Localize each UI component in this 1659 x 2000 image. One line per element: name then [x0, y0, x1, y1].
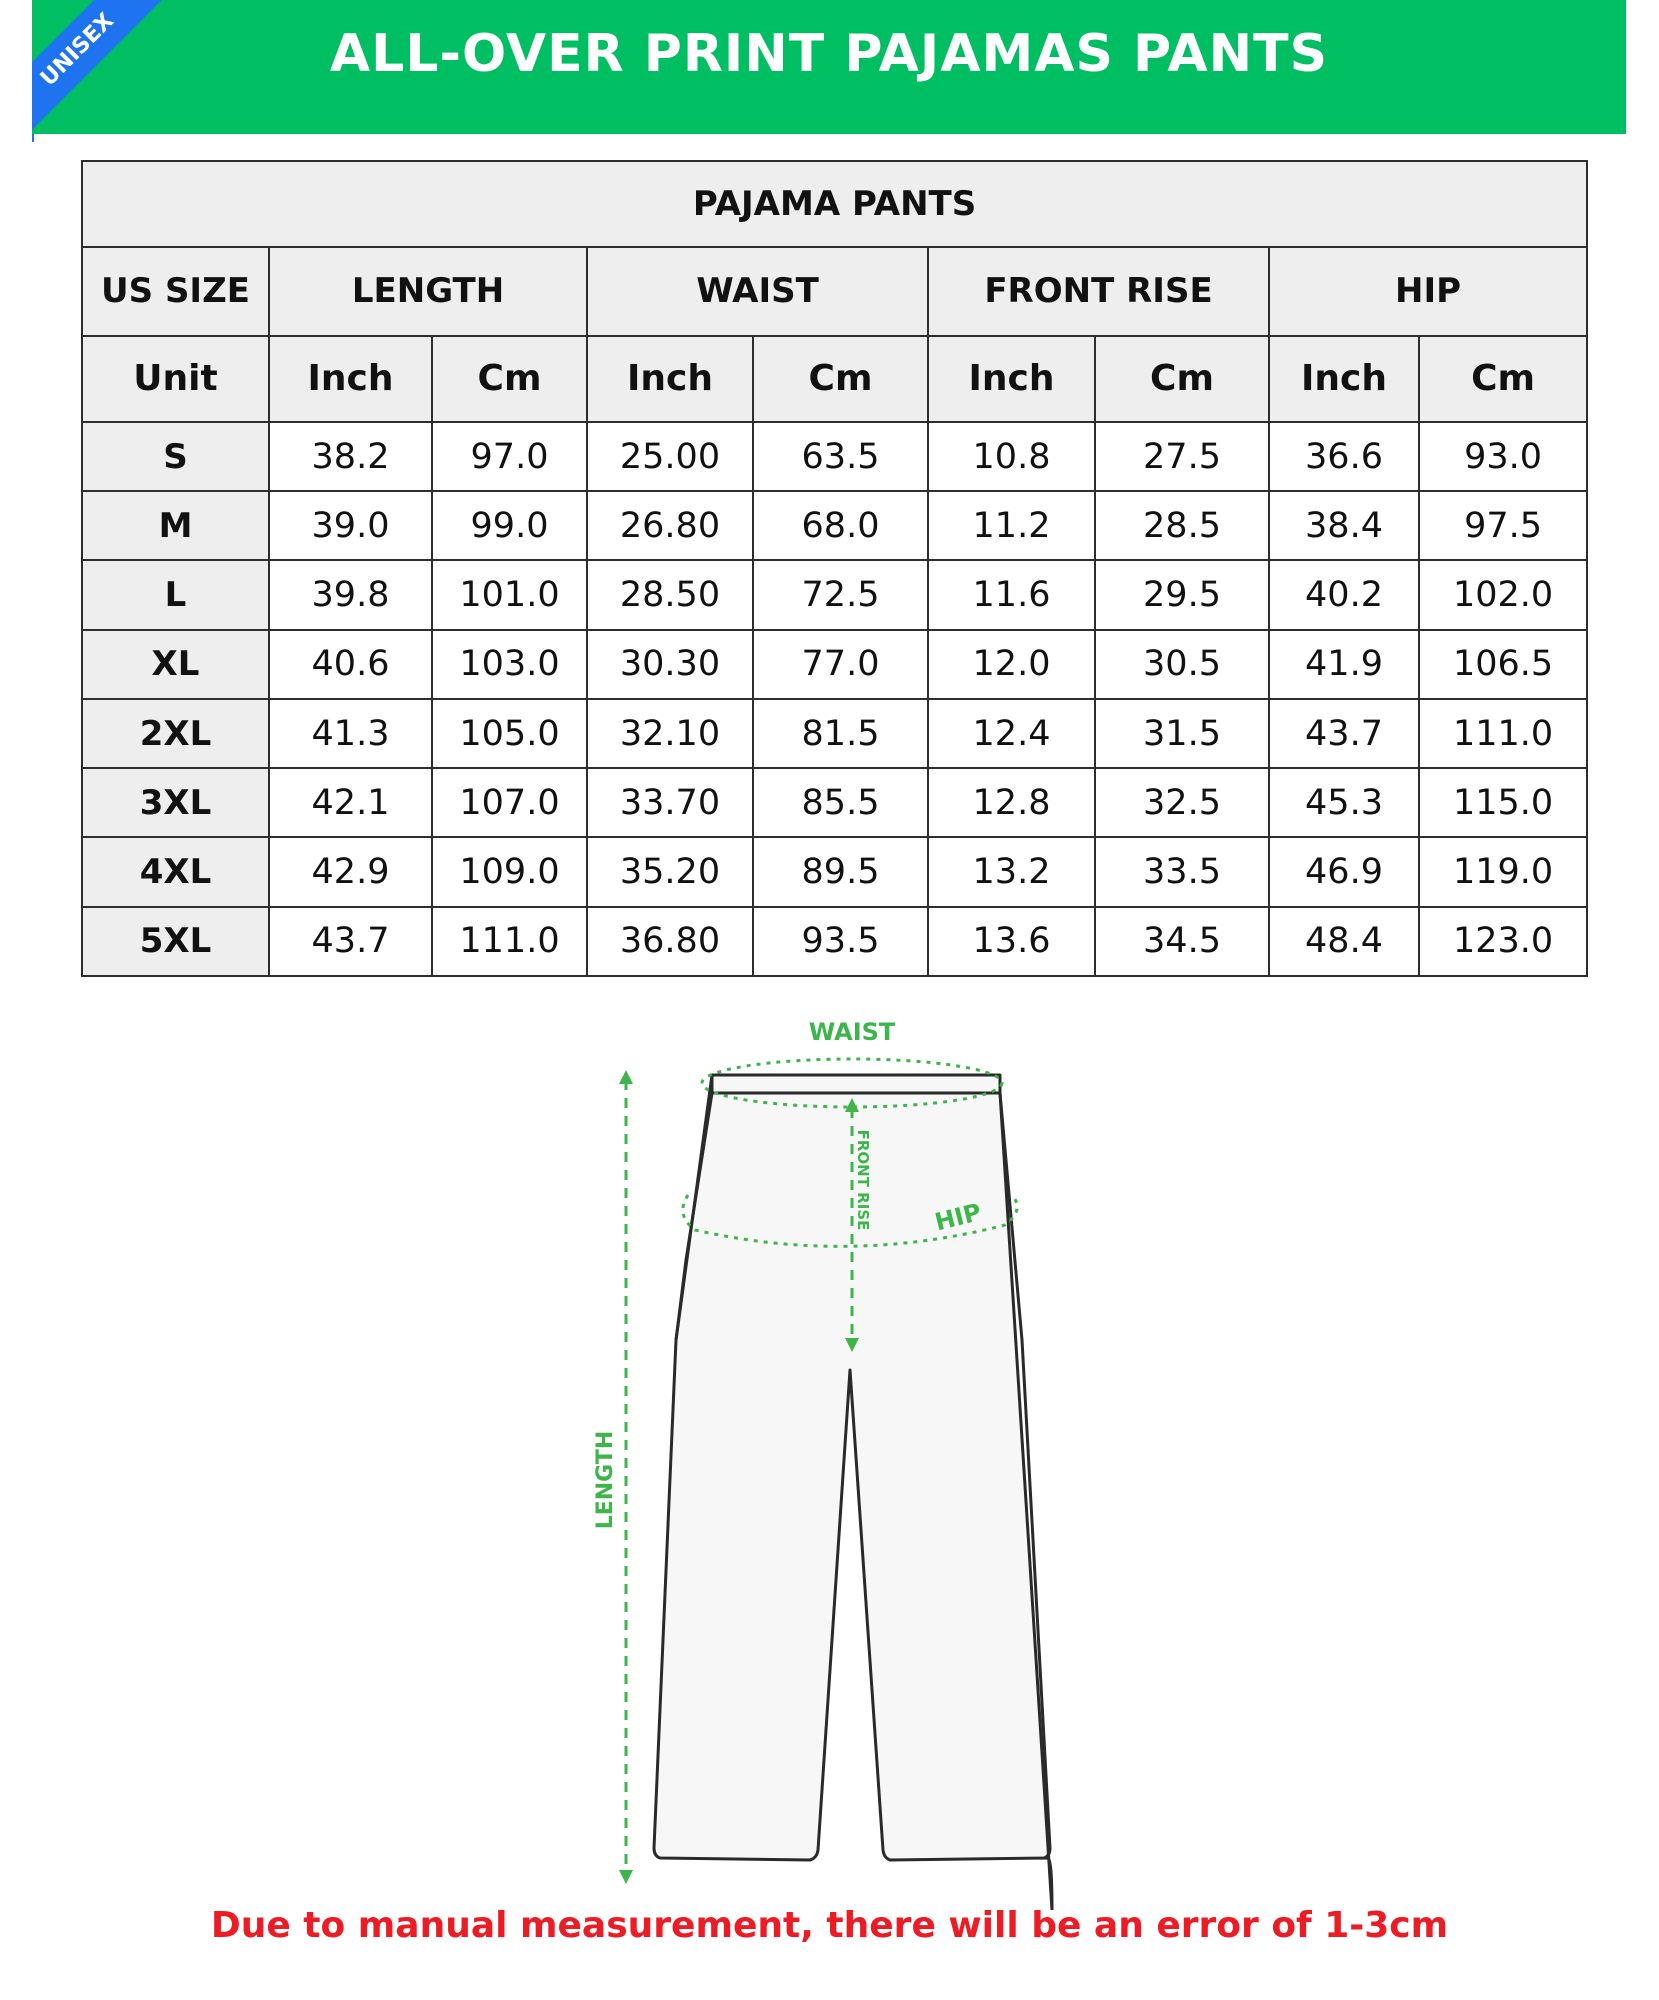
table-row [82, 491, 1587, 560]
size-cell: 3XL [82, 768, 269, 837]
unit-label: Unit [82, 336, 269, 422]
value-cell: 68.0 [753, 491, 928, 560]
value-cell: 32.5 [1095, 768, 1269, 837]
value-cell: 63.5 [753, 422, 928, 491]
value-cell: 29.5 [1095, 560, 1269, 629]
value-cell: 28.5 [1095, 491, 1269, 560]
value-cell: 111.0 [1419, 699, 1587, 768]
unit-cell: Cm [1419, 336, 1587, 422]
value-cell: 89.5 [753, 837, 928, 906]
unit-cell: Inch [269, 336, 432, 422]
header-length: LENGTH [269, 247, 587, 335]
value-cell: 103.0 [432, 630, 587, 699]
size-cell: S [82, 422, 269, 491]
table-header-row [82, 247, 1587, 335]
value-cell: 43.7 [1269, 699, 1419, 768]
size-cell: L [82, 560, 269, 629]
value-cell: 101.0 [432, 560, 587, 629]
value-cell: 11.2 [928, 491, 1095, 560]
unit-cell: Cm [753, 336, 928, 422]
value-cell: 39.0 [269, 491, 432, 560]
length-arrow-down-icon [619, 1870, 633, 1884]
unit-cell: Inch [587, 336, 753, 422]
table-row [82, 837, 1587, 906]
value-cell: 111.0 [432, 907, 587, 976]
header-hip: HIP [1269, 247, 1587, 335]
value-cell: 106.5 [1419, 630, 1587, 699]
header-banner [32, 0, 1626, 134]
value-cell: 43.7 [269, 907, 432, 976]
value-cell: 42.9 [269, 837, 432, 906]
value-cell: 85.5 [753, 768, 928, 837]
table-row [82, 422, 1587, 491]
length-label: LENGTH [593, 1430, 618, 1530]
value-cell: 25.00 [587, 422, 753, 491]
size-cell: 2XL [82, 699, 269, 768]
value-cell: 123.0 [1419, 907, 1587, 976]
value-cell: 36.80 [587, 907, 753, 976]
value-cell: 72.5 [753, 560, 928, 629]
value-cell: 40.6 [269, 630, 432, 699]
value-cell: 31.5 [1095, 699, 1269, 768]
value-cell: 39.8 [269, 560, 432, 629]
table-row [82, 699, 1587, 768]
value-cell: 36.6 [1269, 422, 1419, 491]
unit-cell: Cm [1095, 336, 1269, 422]
table-title: PAJAMA PANTS [82, 161, 1587, 247]
measurement-note: Due to manual measurement, there will be an error of 1-3cm [210, 1905, 1449, 1946]
value-cell: 35.20 [587, 837, 753, 906]
value-cell: 30.30 [587, 630, 753, 699]
header-us-size: US SIZE [82, 247, 269, 335]
value-cell: 28.50 [587, 560, 753, 629]
hip-label: HIP [932, 1198, 985, 1237]
value-cell: 27.5 [1095, 422, 1269, 491]
value-cell: 45.3 [1269, 768, 1419, 837]
value-cell: 13.2 [928, 837, 1095, 906]
value-cell: 40.2 [1269, 560, 1419, 629]
value-cell: 10.8 [928, 422, 1095, 491]
value-cell: 13.6 [928, 907, 1095, 976]
waist-label: WAIST [808, 1018, 896, 1046]
value-cell: 93.5 [753, 907, 928, 976]
value-cell: 11.6 [928, 560, 1095, 629]
value-cell: 81.5 [753, 699, 928, 768]
value-cell: 115.0 [1419, 768, 1587, 837]
size-cell: M [82, 491, 269, 560]
value-cell: 46.9 [1269, 837, 1419, 906]
value-cell: 38.2 [269, 422, 432, 491]
value-cell: 93.0 [1419, 422, 1587, 491]
value-cell: 30.5 [1095, 630, 1269, 699]
value-cell: 12.8 [928, 768, 1095, 837]
value-cell: 33.5 [1095, 837, 1269, 906]
header-front-rise: FRONT RISE [928, 247, 1269, 335]
front-rise-label: FRONT RISE [854, 1129, 872, 1231]
unit-cell: Cm [432, 336, 587, 422]
value-cell: 97.5 [1419, 491, 1587, 560]
value-cell: 107.0 [432, 768, 587, 837]
value-cell: 42.1 [269, 768, 432, 837]
table-body [82, 422, 1587, 976]
value-cell: 99.0 [432, 491, 587, 560]
value-cell: 38.4 [1269, 491, 1419, 560]
size-chart-table [81, 160, 1588, 977]
value-cell: 33.70 [587, 768, 753, 837]
page-title: ALL-OVER PRINT PAJAMAS PANTS [329, 24, 1329, 84]
value-cell: 26.80 [587, 491, 753, 560]
table-row [82, 768, 1587, 837]
value-cell: 102.0 [1419, 560, 1587, 629]
table-unit-row [82, 336, 1587, 422]
pants-diagram [0, 990, 1659, 1910]
table-row [82, 560, 1587, 629]
value-cell: 34.5 [1095, 907, 1269, 976]
size-cell: XL [82, 630, 269, 699]
unisex-label: UNISEX [35, 8, 119, 92]
value-cell: 109.0 [432, 837, 587, 906]
table-row [82, 907, 1587, 976]
value-cell: 48.4 [1269, 907, 1419, 976]
value-cell: 119.0 [1419, 837, 1587, 906]
header-waist: WAIST [587, 247, 928, 335]
value-cell: 41.3 [269, 699, 432, 768]
value-cell: 41.9 [1269, 630, 1419, 699]
size-cell: 5XL [82, 907, 269, 976]
banner-edge [32, 134, 34, 142]
value-cell: 12.4 [928, 699, 1095, 768]
table-row [82, 630, 1587, 699]
size-cell: 4XL [82, 837, 269, 906]
value-cell: 97.0 [432, 422, 587, 491]
value-cell: 12.0 [928, 630, 1095, 699]
value-cell: 77.0 [753, 630, 928, 699]
unit-cell: Inch [1269, 336, 1419, 422]
unit-cell: Inch [928, 336, 1095, 422]
value-cell: 32.10 [587, 699, 753, 768]
length-arrow-up-icon [619, 1070, 633, 1084]
value-cell: 105.0 [432, 699, 587, 768]
table-title-row [82, 161, 1587, 247]
